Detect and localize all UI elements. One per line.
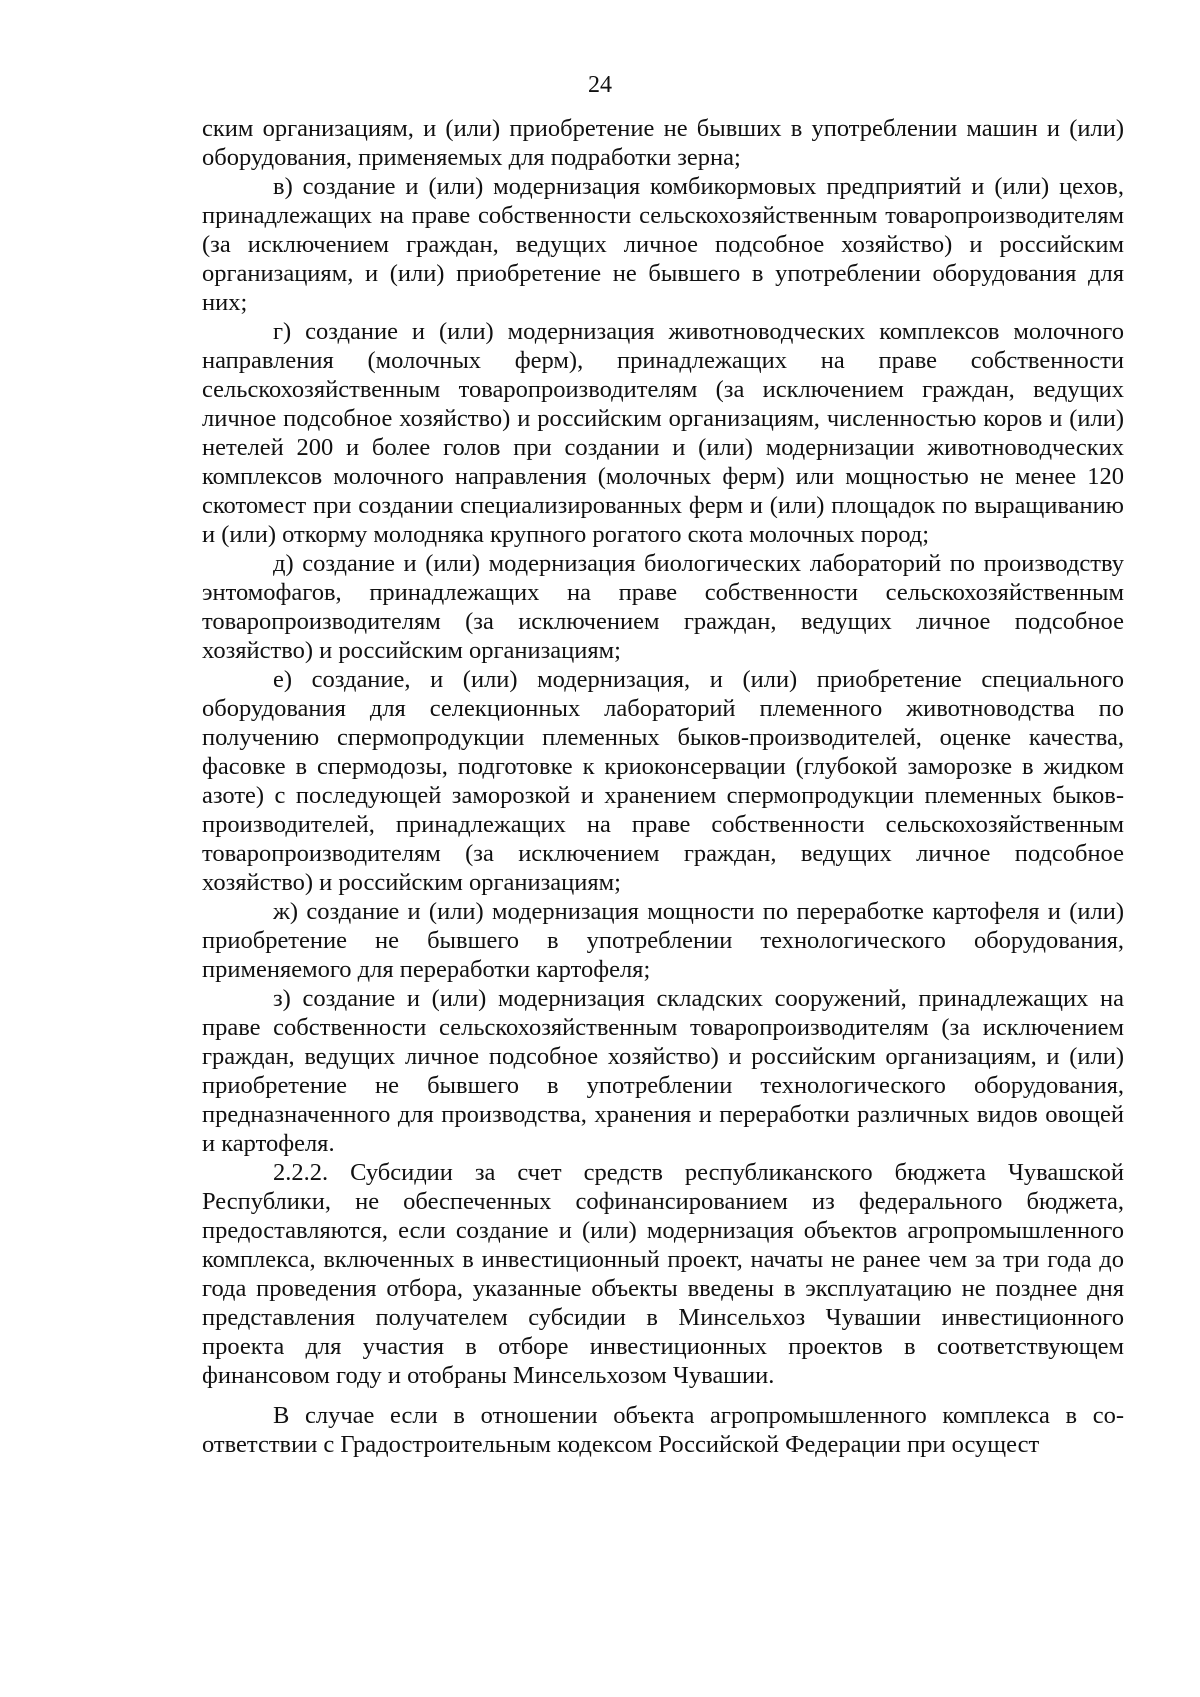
page-number: 24 [588, 72, 612, 98]
document-body [202, 114, 1124, 1459]
paragraph-item-e: е) создание, и (или) модернизация, и (или) приобретение специального оборудования для селекционных лабораторий племенного животноводства по получению спермопродукции племенных быков-производителей, оценке качества, фасовке в спермодозы, подготовке к криоконсервации (глубокой заморозке в жидком азоте) с последующей заморозкой и хранением спермопродукции племенных быков-производителей, принадлежащих на праве собственности сельскохозяйственным товаропроизводителям (за исключением граждан, ведущих личное подсобное хозяйство) и российским организациям; [202, 666, 1124, 896]
paragraph-case-clause: В случае если в отношении объекта агропромышленного комплекса в соответствии с Градостроительным кодексом Российской Федерации при осущест [202, 1402, 1124, 1458]
paragraph-item-g: г) создание и (или) модернизация животноводческих комплексов молочного направления (молочных ферм), принадлежащих на праве собственности сельскохозяйственным товаропроизводителям (за исключением граждан, ведущих личное подсобное хозяйство) и российским организациям, численностью коров и (или) нетелей 200 и более голов при создании и (или) модернизации животноводческих комплексов молочного направления (молочных ферм) или мощностью не менее 120 скотомест при создании специализированных ферм и (или) площадок по выращиванию и (или) откорму молодняка крупного рогатого скота молочных пород; [202, 318, 1124, 548]
paragraph-item-zh: ж) создание и (или) модернизация мощности по переработке картофеля и (или) приобретение не бывшего в употреблении технологического оборудования, применяемого для переработки картофеля; [202, 898, 1124, 983]
paragraph-item-z: з) создание и (или) модернизация складских сооружений, принадлежащих на праве собственности сельскохозяйственным товаропроизводителям (за исключением граждан, ведущих личное подсобное хозяйство) и российским организациям, и (или) приобретение не бывшего в употреблении технологического оборудования, предназначенного для производства, хранения и переработки различных видов овощей и картофеля. [202, 985, 1124, 1157]
paragraph-item-v: в) создание и (или) модернизация комбикормовых предприятий и (или) цехов, принадлежащих на праве собственности сельскохозяйственным товаропроизводителям (за исключением граждан, ведущих личное подсобное хозяйство) и российским организациям, и (или) приобретение не бывшего в употреблении оборудования для них; [202, 173, 1124, 316]
paragraph-continuation: ским организациям, и (или) приобретение не бывших в употреблении машин и (или) оборудования, применяемых для подработки зерна; [202, 115, 1124, 171]
paragraph-section-2-2-2: 2.2.2. Субсидии за счет средств республиканского бюджета Чувашской Республики, не обеспеченных софинансированием из федерального бюджета, предоставляются, если создание и (или) модернизация объектов агропромышленного комплекса, включенных в инвестиционный проект, начаты не ранее чем за три года до года проведения отбора, указанные объекты введены в эксплуатацию не позднее дня представления получателем субсидии в Минсельхоз Чувашии инвестиционного проекта для участия в отборе инвестиционных проектов в соответствующем финансовом году и отобраны Минсельхозом Чувашии. [202, 1159, 1124, 1389]
paragraph-item-d: д) создание и (или) модернизация биологических лабораторий по производству энтомофагов, принадлежащих на праве собственности сельскохозяйственным товаропроизводителям (за исключением граждан, ведущих личное подсобное хозяйство) и российским организациям; [202, 550, 1124, 664]
